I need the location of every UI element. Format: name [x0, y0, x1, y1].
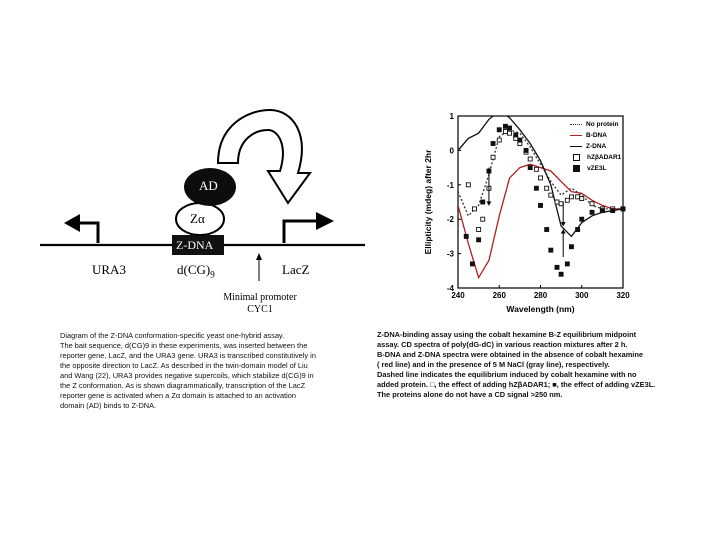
series-point-hz-adar1: [555, 200, 559, 204]
lacz-transcription-arrow: [284, 221, 320, 243]
legend-label: B-DNA: [586, 132, 607, 139]
one-hybrid-diagram: [30, 85, 370, 325]
legend-swatch: [573, 165, 580, 172]
x-tick-label: 280: [533, 291, 548, 300]
promoter-label: Minimal promoter CYC1: [223, 292, 297, 315]
series-point-vze3l: [518, 138, 522, 142]
series-point-hz-adar1: [491, 155, 495, 159]
series-point-vze3l: [569, 245, 573, 249]
legend-swatch: [573, 154, 580, 161]
series-point-hz-adar1: [580, 197, 584, 201]
series-point-hz-adar1: [528, 157, 532, 161]
series-point-hz-adar1: [508, 131, 512, 135]
ad-label: AD: [199, 178, 218, 193]
series-point-hz-adar1: [497, 138, 501, 142]
zdna-label: Z-DNA: [176, 238, 214, 252]
series-point-hz-adar1: [481, 217, 485, 221]
series-point-hz-adar1: [534, 167, 538, 171]
legend-label: vZE3L: [587, 165, 607, 172]
series-point-vze3l: [559, 272, 563, 276]
series-point-hz-adar1: [545, 186, 549, 190]
series-point-vze3l: [549, 248, 553, 252]
series-point-vze3l: [534, 186, 538, 190]
legend-swatch: [570, 124, 582, 125]
right-figure-caption: Z-DNA-binding assay using the cobalt hexamine B-Z equilibrium midpoint assay. CD spectra of poly(dG-dC) in various reaction mixtures after 2 h. B-DNA and Z-DNA spectra were obtained in the absence of cobalt hexamine ( red line) and in the presence of 5 M NaCl (gray line), respectively. Dashed line indicates the equilibrium induced by cobalt hexamine with no added protein. □, the effect of adding hZβADAR1; ■, the effect of adding vZE3L. The proteins alone do not have a CD signal >250 nm.: [377, 330, 656, 399]
y-tick-label: 1: [449, 112, 454, 121]
x-tick-label: 240: [451, 291, 465, 300]
legend-item-z-dna: [570, 141, 640, 152]
series-point-hz-adar1: [569, 195, 573, 199]
legend-label: No protein: [586, 121, 619, 128]
x-axis-label: Wavelength (nm): [506, 304, 575, 314]
series-point-hz-adar1: [473, 207, 477, 211]
series-point-vze3l: [576, 228, 580, 232]
x-tick-label: 320: [616, 291, 630, 300]
series-point-vze3l: [555, 265, 559, 269]
y-tick-label: 0: [449, 146, 454, 156]
legend-item-vze3l: [570, 163, 640, 174]
series-point-vze3l: [481, 200, 485, 204]
left-figure-caption: Diagram of the Z-DNA conformation-specific yeast one-hybrid assay. The bait sequence, d(CG)9 in these experiments, was inserted between the reporter gene, LacZ, and the URA3 gene. URA3 is transcribed constitutively in the opposite direction to LacZ. As described in the twin-domain model of Liu and Wang (22), URA3 provides negative supercoils, which stabilize d(CG)9 in the Z conformation. As is shown diagrammatically, transcription of the LacZ reporter gene is activated when a Zα domain is attached to an activation domain (AD) binds to Z-DNA.: [60, 331, 316, 410]
legend-swatch: [570, 146, 582, 147]
series-point-vze3l: [491, 142, 495, 146]
legend-label: hZβADAR1: [587, 154, 622, 161]
series-point-hz-adar1: [466, 183, 470, 187]
shift-arrowhead: [486, 201, 491, 205]
series-point-vze3l: [503, 124, 507, 128]
y-tick-label: -1: [446, 180, 454, 190]
series-point-hz-adar1: [590, 202, 594, 206]
series-point-hz-adar1: [559, 202, 563, 206]
series-point-vze3l: [590, 210, 594, 214]
x-tick-label: 300: [575, 291, 589, 300]
series-point-vze3l: [611, 209, 615, 213]
lacz-label: LacZ: [282, 262, 310, 277]
series-point-vze3l: [565, 262, 569, 266]
series-point-hz-adar1: [503, 129, 507, 133]
y-tick-label: -4: [446, 284, 454, 293]
series-point-hz-adar1: [576, 195, 580, 199]
series-point-vze3l: [545, 228, 549, 232]
series-point-vze3l: [470, 262, 474, 266]
z-alpha-label: Zα: [190, 211, 205, 226]
series-point-vze3l: [580, 217, 584, 221]
series-point-vze3l: [477, 238, 481, 242]
series-point-vze3l: [464, 234, 468, 238]
legend: [570, 119, 640, 174]
y-tick-label: -2: [446, 215, 454, 225]
x-tick-label: 260: [492, 291, 506, 300]
series-point-hz-adar1: [477, 228, 481, 232]
ura3-label: URA3: [92, 262, 126, 277]
legend-label: Z-DNA: [586, 143, 607, 150]
y-tick-label: -3: [446, 249, 454, 259]
series-point-vze3l: [539, 203, 543, 207]
series-point-vze3l: [514, 133, 518, 137]
series-point-hz-adar1: [549, 193, 553, 197]
series-point-hz-adar1: [539, 176, 543, 180]
legend-item-b-dna: [570, 130, 640, 141]
legend-swatch: [570, 135, 582, 136]
legend-item-hz-adar1: [570, 152, 640, 163]
series-point-vze3l: [621, 207, 625, 211]
series-point-vze3l: [600, 209, 604, 213]
y-axis-label: Ellipticity (mdeg) after 2hr: [423, 149, 433, 255]
series-point-vze3l: [528, 166, 532, 170]
legend-item-no-protein: [570, 119, 640, 130]
dcg-label: $d(CG)_9$: [177, 262, 215, 280]
series-point-hz-adar1: [565, 198, 569, 202]
series-point-vze3l: [524, 148, 528, 152]
series-point-vze3l: [497, 128, 501, 132]
series-point-vze3l: [508, 126, 512, 130]
